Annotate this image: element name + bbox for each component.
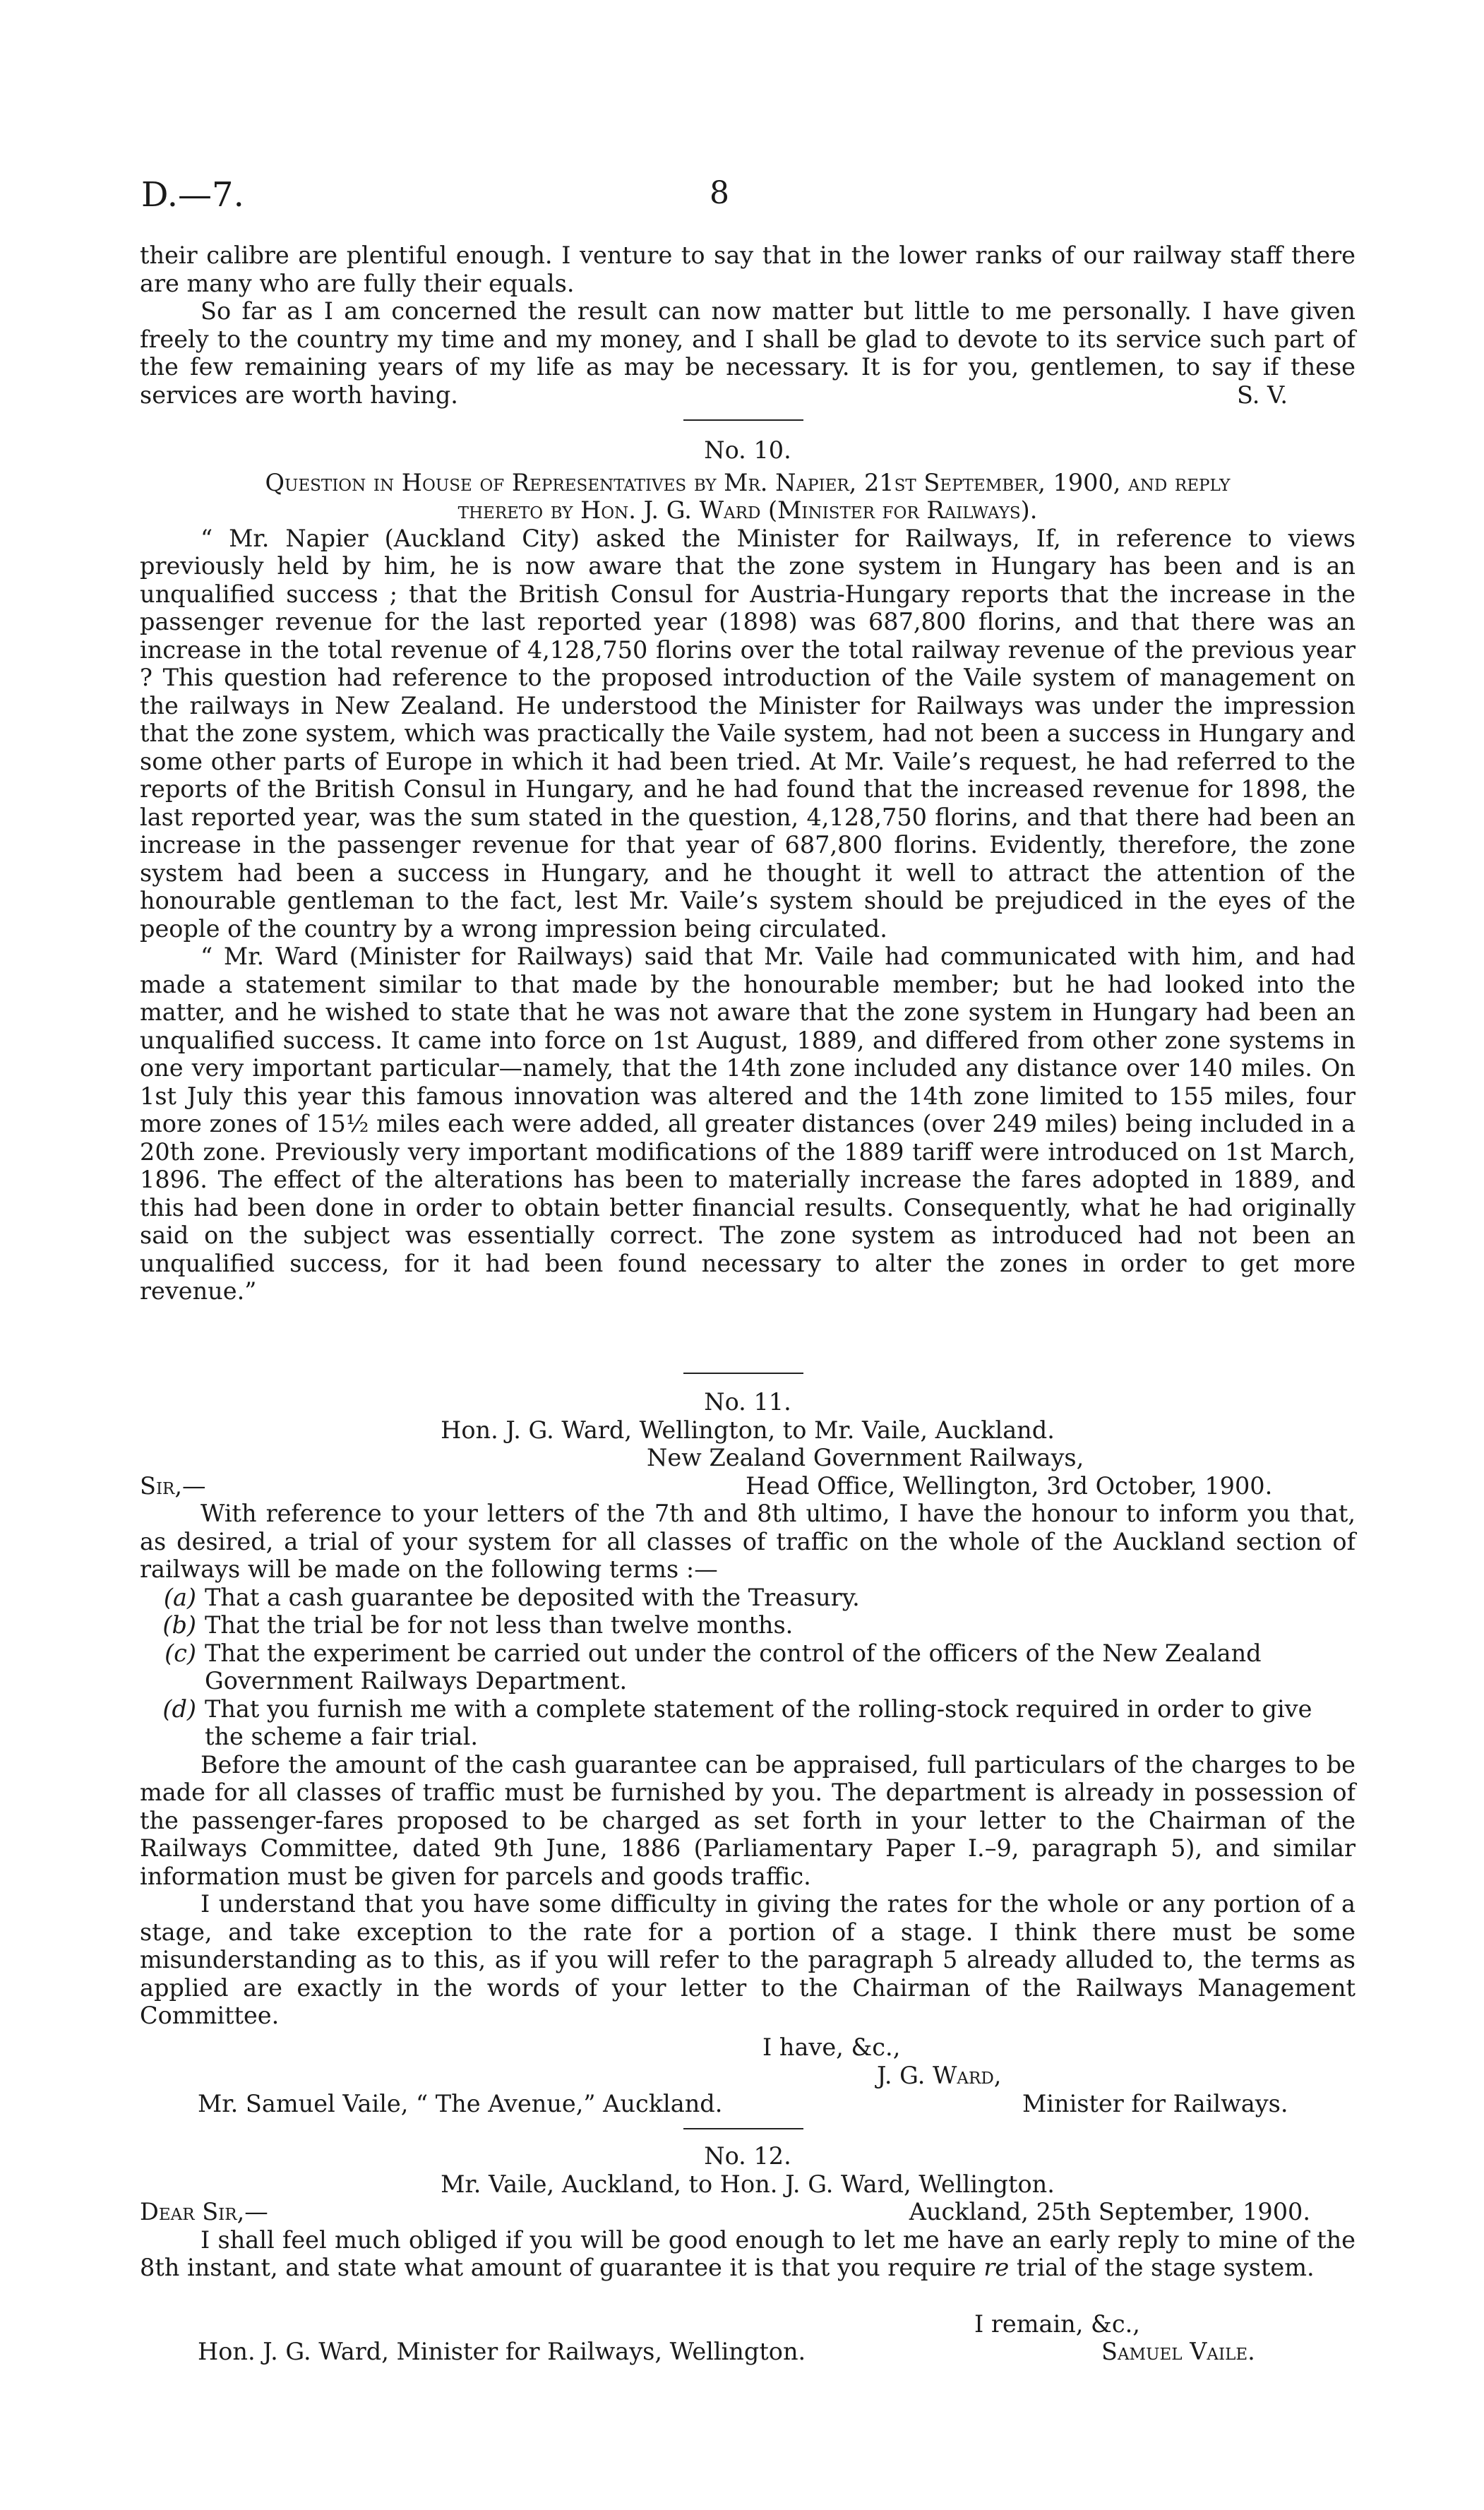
letter-paragraph-3: I understand that you have some difficulty in giving the rates for the whole or any portion of a stage, and take exception to the rate for a portion of a stage. I think there must be some misunderstanding as to this, as if you will refer to the paragraph 5 already alluded to, the terms as applied are exactly in the words of your letter to the Chairman of the Railways Management Committee. — [140, 1890, 1356, 2029]
section-no-10 — [140, 436, 1356, 1305]
section-divider — [683, 2128, 803, 2129]
letter-date: Auckland, 25th September, 1900. — [909, 2198, 1310, 2225]
item-label: (d) — [162, 1695, 196, 1723]
section-divider — [683, 1373, 803, 1374]
letter-text: trial of the stage system. — [1009, 2254, 1315, 2281]
section-title-line-1: Question in House of Representatives by Mr. Napier, 21st September, 1900, and reply — [265, 468, 1231, 496]
item-text: That the trial be for not less than twelve months. — [205, 1611, 794, 1639]
intro-signature: S. V. — [1237, 381, 1288, 409]
signer-name: Samuel Vaile. — [1101, 2338, 1255, 2365]
intro-section — [140, 241, 1356, 409]
item-label: (c) — [164, 1639, 196, 1667]
terms-list — [140, 1584, 1356, 1751]
list-item — [140, 1639, 1356, 1695]
letter-text: I shall feel much obliged if you will be good enough to let me have an early reply to mine of the 8th instant, and state what amount of guarantee it is that you require — [140, 2225, 1356, 2281]
item-label: (b) — [162, 1611, 196, 1639]
item-label: (a) — [163, 1583, 196, 1611]
section-no-12 — [140, 2142, 1356, 2282]
closing: I remain, &c., — [974, 2310, 1140, 2338]
section-number: No. 11. — [704, 1388, 791, 1416]
sender-address-line-2: Head Office, Wellington, 3rd October, 1900. — [746, 1471, 1273, 1500]
letter-paragraph — [140, 2226, 1356, 2282]
section-no-11 — [140, 1388, 1356, 2030]
item-text: That the experiment be carried out under the control of the officers of the New Zealand Government Railways Department. — [205, 1639, 1262, 1695]
salutation: Dear Sir,— — [140, 2198, 268, 2225]
signer-title: Minister for Railways. — [1022, 2090, 1288, 2117]
item-text: That a cash guarantee be deposited with the Treasury. — [205, 1583, 860, 1611]
sender-address-line-1: New Zealand Government Railways, — [647, 1444, 1084, 1471]
section-number: No. 12. — [704, 2142, 791, 2170]
intro-paragraph-1: their calibre are plentiful enough. I venture to say that in the lower ranks of our railway staff there are many who are fully their equals. — [140, 241, 1356, 297]
letter-paragraph-1: With reference to your letters of the 7th and 8th ultimo, I have the honour to inform you that, as desired, a trial of your system for all classes of traffic on the whole of the Auckland section of railways will be made on the following terms :— — [140, 1500, 1356, 1583]
reply-paragraph: “ Mr. Ward (Minister for Railways) said that Mr. Vaile had communicated with him, and had made a statement similar to that made by the honourable member; but he had looked into the matter, and he wished to state that he was not aware that the zone system in Hungary had been an unqualified success. It came into force on 1st August, 1889, and differed from other zone systems in one very important particular—namely, that the 14th zone included any distance over 140 miles. On 1st July this year this famous innovation was altered and the 14th zone limited to 155 miles, four more zones of 15½ miles each were added, all greater distances (over 249 miles) being included in a 20th zone. Previously very important modifications of the 1889 tariff were introduced on 1st March, 1896. The effect of the alterations has been to materially increase the fares adopted in 1889, and this had been done in order to obtain better financial results. Consequently, what he had originally said on the subject was essentially correct. The zone system as introduced had not been an unqualified success, for it had been found necessary to alter the zones in order to get more revenue.” — [140, 943, 1356, 1305]
letter-address-block — [140, 1444, 1356, 1500]
list-item — [140, 1611, 1356, 1639]
item-text: That you furnish me with a complete statement of the rolling-stock required in order to give the scheme a fair trial. — [205, 1695, 1312, 1750]
section-title-line-2: thereto by Hon. J. G. Ward (Minister for Railways). — [457, 496, 1038, 524]
letter-heading: Hon. J. G. Ward, Wellington, to Mr. Vaile, Auckland. — [441, 1416, 1055, 1444]
salutation: Sir,— — [140, 1471, 206, 1500]
list-item — [140, 1584, 1356, 1612]
section-number: No. 10. — [704, 436, 791, 464]
signer-name: J. G. Ward, — [877, 2062, 1002, 2089]
list-item — [140, 1695, 1356, 1751]
recipient: Hon. J. G. Ward, Minister for Railways, Wellington. — [198, 2338, 806, 2365]
salutation-row — [140, 2198, 1356, 2226]
intro-paragraph-2: So far as I am concerned the result can now matter but little to me personally. I have given freely to the country my time and my money, and I shall be glad to devote to its service such part of the few remaining years of my life as may be necessary. It is for you, gentlemen, to say if these services are worth having. — [140, 297, 1356, 409]
letter-text-italic: re — [983, 2254, 1010, 2281]
closing: I have, &c., — [762, 2033, 901, 2061]
document-reference: D.—7. — [141, 175, 244, 215]
recipient: Mr. Samuel Vaile, “ The Avenue,” Auckland. — [198, 2090, 723, 2117]
page-number: 8 — [710, 175, 729, 211]
letter-paragraph-2: Before the amount of the cash guarantee can be appraised, full particulars of the charges to be made for all classes of traffic must be furnished by you. The department is already in possession of the passenger-fares proposed to be charged as set forth in your letter to the Chairman of the Railways Committee, dated 9th June, 1886 (Parliamentary Paper I.–9, paragraph 5), and similar information must be given for parcels and goods traffic. — [140, 1750, 1356, 1890]
letter-heading: Mr. Vaile, Auckland, to Hon. J. G. Ward, Wellington. — [441, 2170, 1055, 2198]
question-paragraph: “ Mr. Napier (Auckland City) asked the Minister for Railways, If, in reference to views previously held by him, he is now aware that the zone system in Hungary has been and is an unqualified success ; that the British Consul for Austria-Hungary reports that the increase in the passenger revenue for the last reported year (1898) was 687,800 florins, and that there was an increase in the total revenue of 4,128,750 florins over the total railway revenue of the previous year ? This question had reference to the proposed introduction of the Vaile system of management on the railways in New Zealand. He understood the Minister for Railways was under the impression that the zone system, which was practically the Vaile system, had not been a success in Hungary and some other parts of Europe in which it had been tried. At Mr. Vaile’s request, he had referred to the reports of the British Consul in Hungary, and he had found that the increased revenue for 1898, the last reported year, was the sum stated in the question, 4,128,750 florins, and that there had been an increase in the passenger revenue for that year of 687,800 florins. Evidently, therefore, the zone system had been a success in Hungary, and he thought it well to attract the attention of the honourable gentleman to the fact, lest Mr. Vaile’s system should be prejudiced in the eyes of the people of the country by a wrong impression being circulated. — [140, 524, 1356, 943]
section-divider — [683, 419, 803, 421]
